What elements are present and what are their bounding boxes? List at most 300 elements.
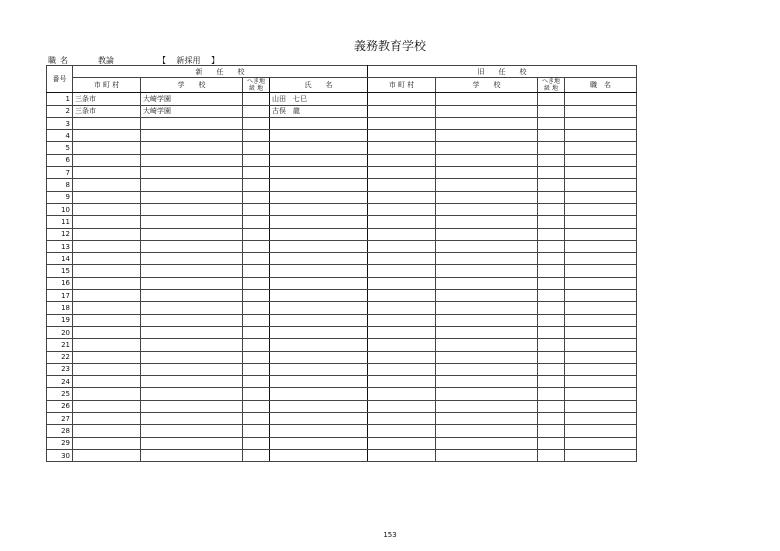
table-row [47,413,637,425]
name-cell [270,449,368,461]
new-city-cell [73,437,141,449]
old-school-cell [436,117,538,129]
old-school-cell [436,400,538,412]
old-city-cell [368,413,436,425]
old-remote-cell [538,290,565,302]
old-position-cell [565,179,637,191]
row-number: 25 [47,388,73,400]
old-school-cell [436,216,538,228]
name-cell [270,265,368,277]
old-school-cell [436,105,538,117]
new-remote-cell [243,400,270,412]
name-cell [270,437,368,449]
old-school-cell [436,253,538,265]
old-school-cell [436,413,538,425]
header-new-post: 新 任 校 [73,66,368,78]
new-city-cell [73,203,141,215]
new-school-cell [141,376,243,388]
row-number: 20 [47,326,73,338]
old-remote-cell [538,363,565,375]
new-city-cell: 三条市 [73,93,141,105]
name-cell [270,314,368,326]
header-old-remote: へき地 級 地 [538,78,565,93]
row-number: 17 [47,290,73,302]
table-row [47,93,637,105]
row-number: 4 [47,130,73,142]
header-old-post: 旧 任 校 [368,66,637,78]
table-row [47,351,637,363]
name-cell [270,154,368,166]
name-cell [270,203,368,215]
row-number: 30 [47,449,73,461]
new-school-cell [141,302,243,314]
old-position-cell [565,314,637,326]
new-school-cell [141,388,243,400]
position-value: 教論 [98,56,114,65]
new-school-cell [141,179,243,191]
old-city-cell [368,425,436,437]
table-row [47,117,637,129]
old-remote-cell [538,413,565,425]
new-remote-cell [243,314,270,326]
old-school-cell [436,167,538,179]
header-new-school: 学 校 [141,78,243,93]
new-school-cell [141,142,243,154]
table-row [47,388,637,400]
old-remote-cell [538,93,565,105]
new-school-cell [141,265,243,277]
name-cell [270,425,368,437]
new-remote-cell [243,351,270,363]
old-position-cell [565,376,637,388]
new-city-cell [73,277,141,289]
old-position-cell [565,130,637,142]
old-school-cell [436,277,538,289]
old-city-cell [368,105,436,117]
row-number: 14 [47,253,73,265]
row-number: 24 [47,376,73,388]
table-row [47,253,637,265]
row-number: 27 [47,413,73,425]
position-label: 職名 [48,56,72,65]
document-title: 義務教育学校 [353,39,426,53]
old-school-cell [436,240,538,252]
new-school-cell [141,314,243,326]
old-city-cell [368,290,436,302]
old-city-cell [368,449,436,461]
old-remote-cell [538,130,565,142]
old-remote-cell [538,425,565,437]
new-school-cell [141,425,243,437]
new-city-cell [73,363,141,375]
old-school-cell [436,314,538,326]
name-cell [270,179,368,191]
old-position-cell [565,363,637,375]
old-remote-cell [538,191,565,203]
new-city-cell [73,167,141,179]
row-number: 12 [47,228,73,240]
new-remote-cell [243,437,270,449]
old-position-cell [565,425,637,437]
header-name: 氏 名 [270,78,368,93]
new-remote-cell [243,302,270,314]
appointment-type: 【 新採用 】 [158,56,220,65]
old-school-cell [436,203,538,215]
old-city-cell [368,130,436,142]
table-body [47,93,637,462]
new-school-cell [141,253,243,265]
old-remote-cell [538,179,565,191]
old-remote-cell [538,117,565,129]
name-cell [270,388,368,400]
new-school-cell [141,290,243,302]
old-remote-cell [538,302,565,314]
new-school-cell [141,216,243,228]
old-remote-cell [538,388,565,400]
old-school-cell [436,437,538,449]
table-row [47,203,637,215]
old-school-cell [436,179,538,191]
row-number: 10 [47,203,73,215]
name-cell [270,142,368,154]
row-number: 29 [47,437,73,449]
old-position-cell [565,449,637,461]
name-cell [270,191,368,203]
new-city-cell [73,400,141,412]
new-remote-cell [243,203,270,215]
old-position-cell [565,302,637,314]
row-number: 5 [47,142,73,154]
row-number: 22 [47,351,73,363]
old-city-cell [368,93,436,105]
old-school-cell [436,130,538,142]
row-number: 26 [47,400,73,412]
table-row [47,142,637,154]
table-row [47,290,637,302]
table-row [47,449,637,461]
new-remote-cell [243,191,270,203]
new-remote-cell [243,179,270,191]
new-remote-cell [243,105,270,117]
old-position-cell [565,191,637,203]
row-number: 13 [47,240,73,252]
old-city-cell [368,265,436,277]
table-row [47,314,637,326]
old-city-cell [368,179,436,191]
old-remote-cell [538,203,565,215]
old-city-cell [368,400,436,412]
name-cell [270,216,368,228]
old-city-cell [368,351,436,363]
new-city-cell [73,130,141,142]
row-number: 15 [47,265,73,277]
table-row [47,437,637,449]
old-remote-cell [538,326,565,338]
new-city-cell [73,216,141,228]
old-position-cell [565,290,637,302]
old-school-cell [436,302,538,314]
old-remote-cell [538,400,565,412]
row-number: 2 [47,105,73,117]
row-number: 6 [47,154,73,166]
name-cell [270,117,368,129]
old-school-cell [436,154,538,166]
new-school-cell [141,277,243,289]
new-remote-cell [243,413,270,425]
row-number: 23 [47,363,73,375]
row-number: 21 [47,339,73,351]
old-remote-cell [538,376,565,388]
new-city-cell [73,265,141,277]
new-remote-cell [243,425,270,437]
header-old-city: 市 町 村 [368,78,436,93]
name-cell [270,228,368,240]
old-school-cell [436,228,538,240]
new-remote-cell [243,339,270,351]
table-row [47,326,637,338]
old-school-cell [436,449,538,461]
old-position-cell [565,265,637,277]
old-position-cell [565,400,637,412]
new-remote-cell [243,253,270,265]
old-position-cell [565,167,637,179]
old-city-cell [368,167,436,179]
old-school-cell [436,363,538,375]
old-position-cell [565,228,637,240]
new-remote-cell [243,388,270,400]
new-remote-cell [243,290,270,302]
new-remote-cell [243,130,270,142]
old-city-cell [368,388,436,400]
table-row [47,154,637,166]
old-remote-cell [538,437,565,449]
old-remote-cell [538,449,565,461]
old-remote-cell [538,314,565,326]
new-remote-cell [243,216,270,228]
new-city-cell [73,302,141,314]
new-school-cell [141,130,243,142]
row-number: 3 [47,117,73,129]
new-remote-cell [243,449,270,461]
header-new-city: 市 町 村 [73,78,141,93]
old-position-cell [565,216,637,228]
name-cell [270,413,368,425]
row-number: 19 [47,314,73,326]
old-city-cell [368,216,436,228]
old-city-cell [368,326,436,338]
name-cell [270,326,368,338]
header-old-school: 学 校 [436,78,538,93]
row-number: 28 [47,425,73,437]
new-city-cell [73,449,141,461]
header-number: 番号 [47,66,73,93]
name-cell [270,339,368,351]
old-school-cell [436,388,538,400]
new-school-cell [141,351,243,363]
new-city-cell [73,154,141,166]
old-remote-cell [538,167,565,179]
table-row [47,277,637,289]
table-row [47,216,637,228]
new-city-cell [73,142,141,154]
new-city-cell [73,376,141,388]
new-city-cell [73,290,141,302]
row-number: 11 [47,216,73,228]
new-school-cell [141,437,243,449]
table-row [47,400,637,412]
personnel-table [46,65,637,462]
new-school-cell: 大崎学園 [141,105,243,117]
table-row [47,130,637,142]
old-position-cell [565,253,637,265]
old-position-cell [565,437,637,449]
new-remote-cell [243,154,270,166]
old-remote-cell [538,216,565,228]
new-city-cell [73,314,141,326]
old-city-cell [368,117,436,129]
new-city-cell [73,117,141,129]
row-number: 1 [47,93,73,105]
new-school-cell [141,240,243,252]
new-school-cell [141,339,243,351]
name-cell [270,253,368,265]
new-remote-cell [243,277,270,289]
old-position-cell [565,326,637,338]
new-city-cell [73,351,141,363]
old-school-cell [436,142,538,154]
new-remote-cell [243,265,270,277]
table-row [47,179,637,191]
old-school-cell [436,265,538,277]
old-city-cell [368,253,436,265]
new-school-cell: 大崎学園 [141,93,243,105]
table-row [47,425,637,437]
name-cell [270,351,368,363]
old-city-cell [368,339,436,351]
name-cell [270,302,368,314]
new-remote-cell [243,326,270,338]
new-city-cell [73,179,141,191]
old-city-cell [368,191,436,203]
new-school-cell [141,449,243,461]
header-new-remote: へき地 級 地 [243,78,270,93]
name-cell [270,167,368,179]
old-school-cell [436,290,538,302]
name-cell: 古俣 龍 [270,105,368,117]
new-city-cell [73,339,141,351]
old-city-cell [368,277,436,289]
new-city-cell [73,425,141,437]
old-city-cell [368,363,436,375]
new-school-cell [141,326,243,338]
old-position-cell [565,93,637,105]
old-remote-cell [538,228,565,240]
table-row [47,105,637,117]
table-row [47,363,637,375]
old-position-cell [565,388,637,400]
new-school-cell [141,413,243,425]
old-city-cell [368,376,436,388]
old-position-cell [565,351,637,363]
old-position-cell [565,413,637,425]
table-row [47,228,637,240]
name-cell [270,363,368,375]
old-remote-cell [538,154,565,166]
new-school-cell [141,167,243,179]
new-city-cell [73,228,141,240]
old-school-cell [436,326,538,338]
new-school-cell [141,191,243,203]
old-position-cell [565,203,637,215]
new-city-cell [73,191,141,203]
new-city-cell [73,413,141,425]
old-city-cell [368,314,436,326]
new-school-cell [141,154,243,166]
table-row [47,265,637,277]
new-school-cell [141,117,243,129]
old-school-cell [436,376,538,388]
old-school-cell [436,351,538,363]
old-position-cell [565,142,637,154]
old-school-cell [436,339,538,351]
old-position-cell [565,154,637,166]
old-position-cell [565,240,637,252]
new-remote-cell [243,167,270,179]
name-cell [270,240,368,252]
old-city-cell [368,302,436,314]
name-cell [270,290,368,302]
name-cell [270,130,368,142]
new-city-cell [73,388,141,400]
table-row [47,376,637,388]
header-old-position: 職 名 [565,78,637,93]
old-remote-cell [538,105,565,117]
new-school-cell [141,363,243,375]
name-cell: 山田 七巳 [270,93,368,105]
new-city-cell [73,326,141,338]
old-school-cell [436,425,538,437]
new-school-cell [141,228,243,240]
old-school-cell [436,93,538,105]
old-position-cell [565,277,637,289]
old-position-cell [565,339,637,351]
new-school-cell [141,203,243,215]
row-number: 8 [47,179,73,191]
name-cell [270,376,368,388]
new-remote-cell [243,93,270,105]
old-position-cell [565,117,637,129]
name-cell [270,277,368,289]
table-row [47,240,637,252]
table-row [47,339,637,351]
new-city-cell [73,240,141,252]
old-position-cell [565,105,637,117]
row-number: 18 [47,302,73,314]
new-remote-cell [243,228,270,240]
old-city-cell [368,228,436,240]
table-row [47,302,637,314]
table-row [47,167,637,179]
row-number: 7 [47,167,73,179]
page-number: 153 [383,531,397,539]
new-remote-cell [243,142,270,154]
new-remote-cell [243,376,270,388]
name-cell [270,400,368,412]
old-city-cell [368,142,436,154]
new-remote-cell [243,117,270,129]
old-city-cell [368,240,436,252]
new-city-cell [73,253,141,265]
